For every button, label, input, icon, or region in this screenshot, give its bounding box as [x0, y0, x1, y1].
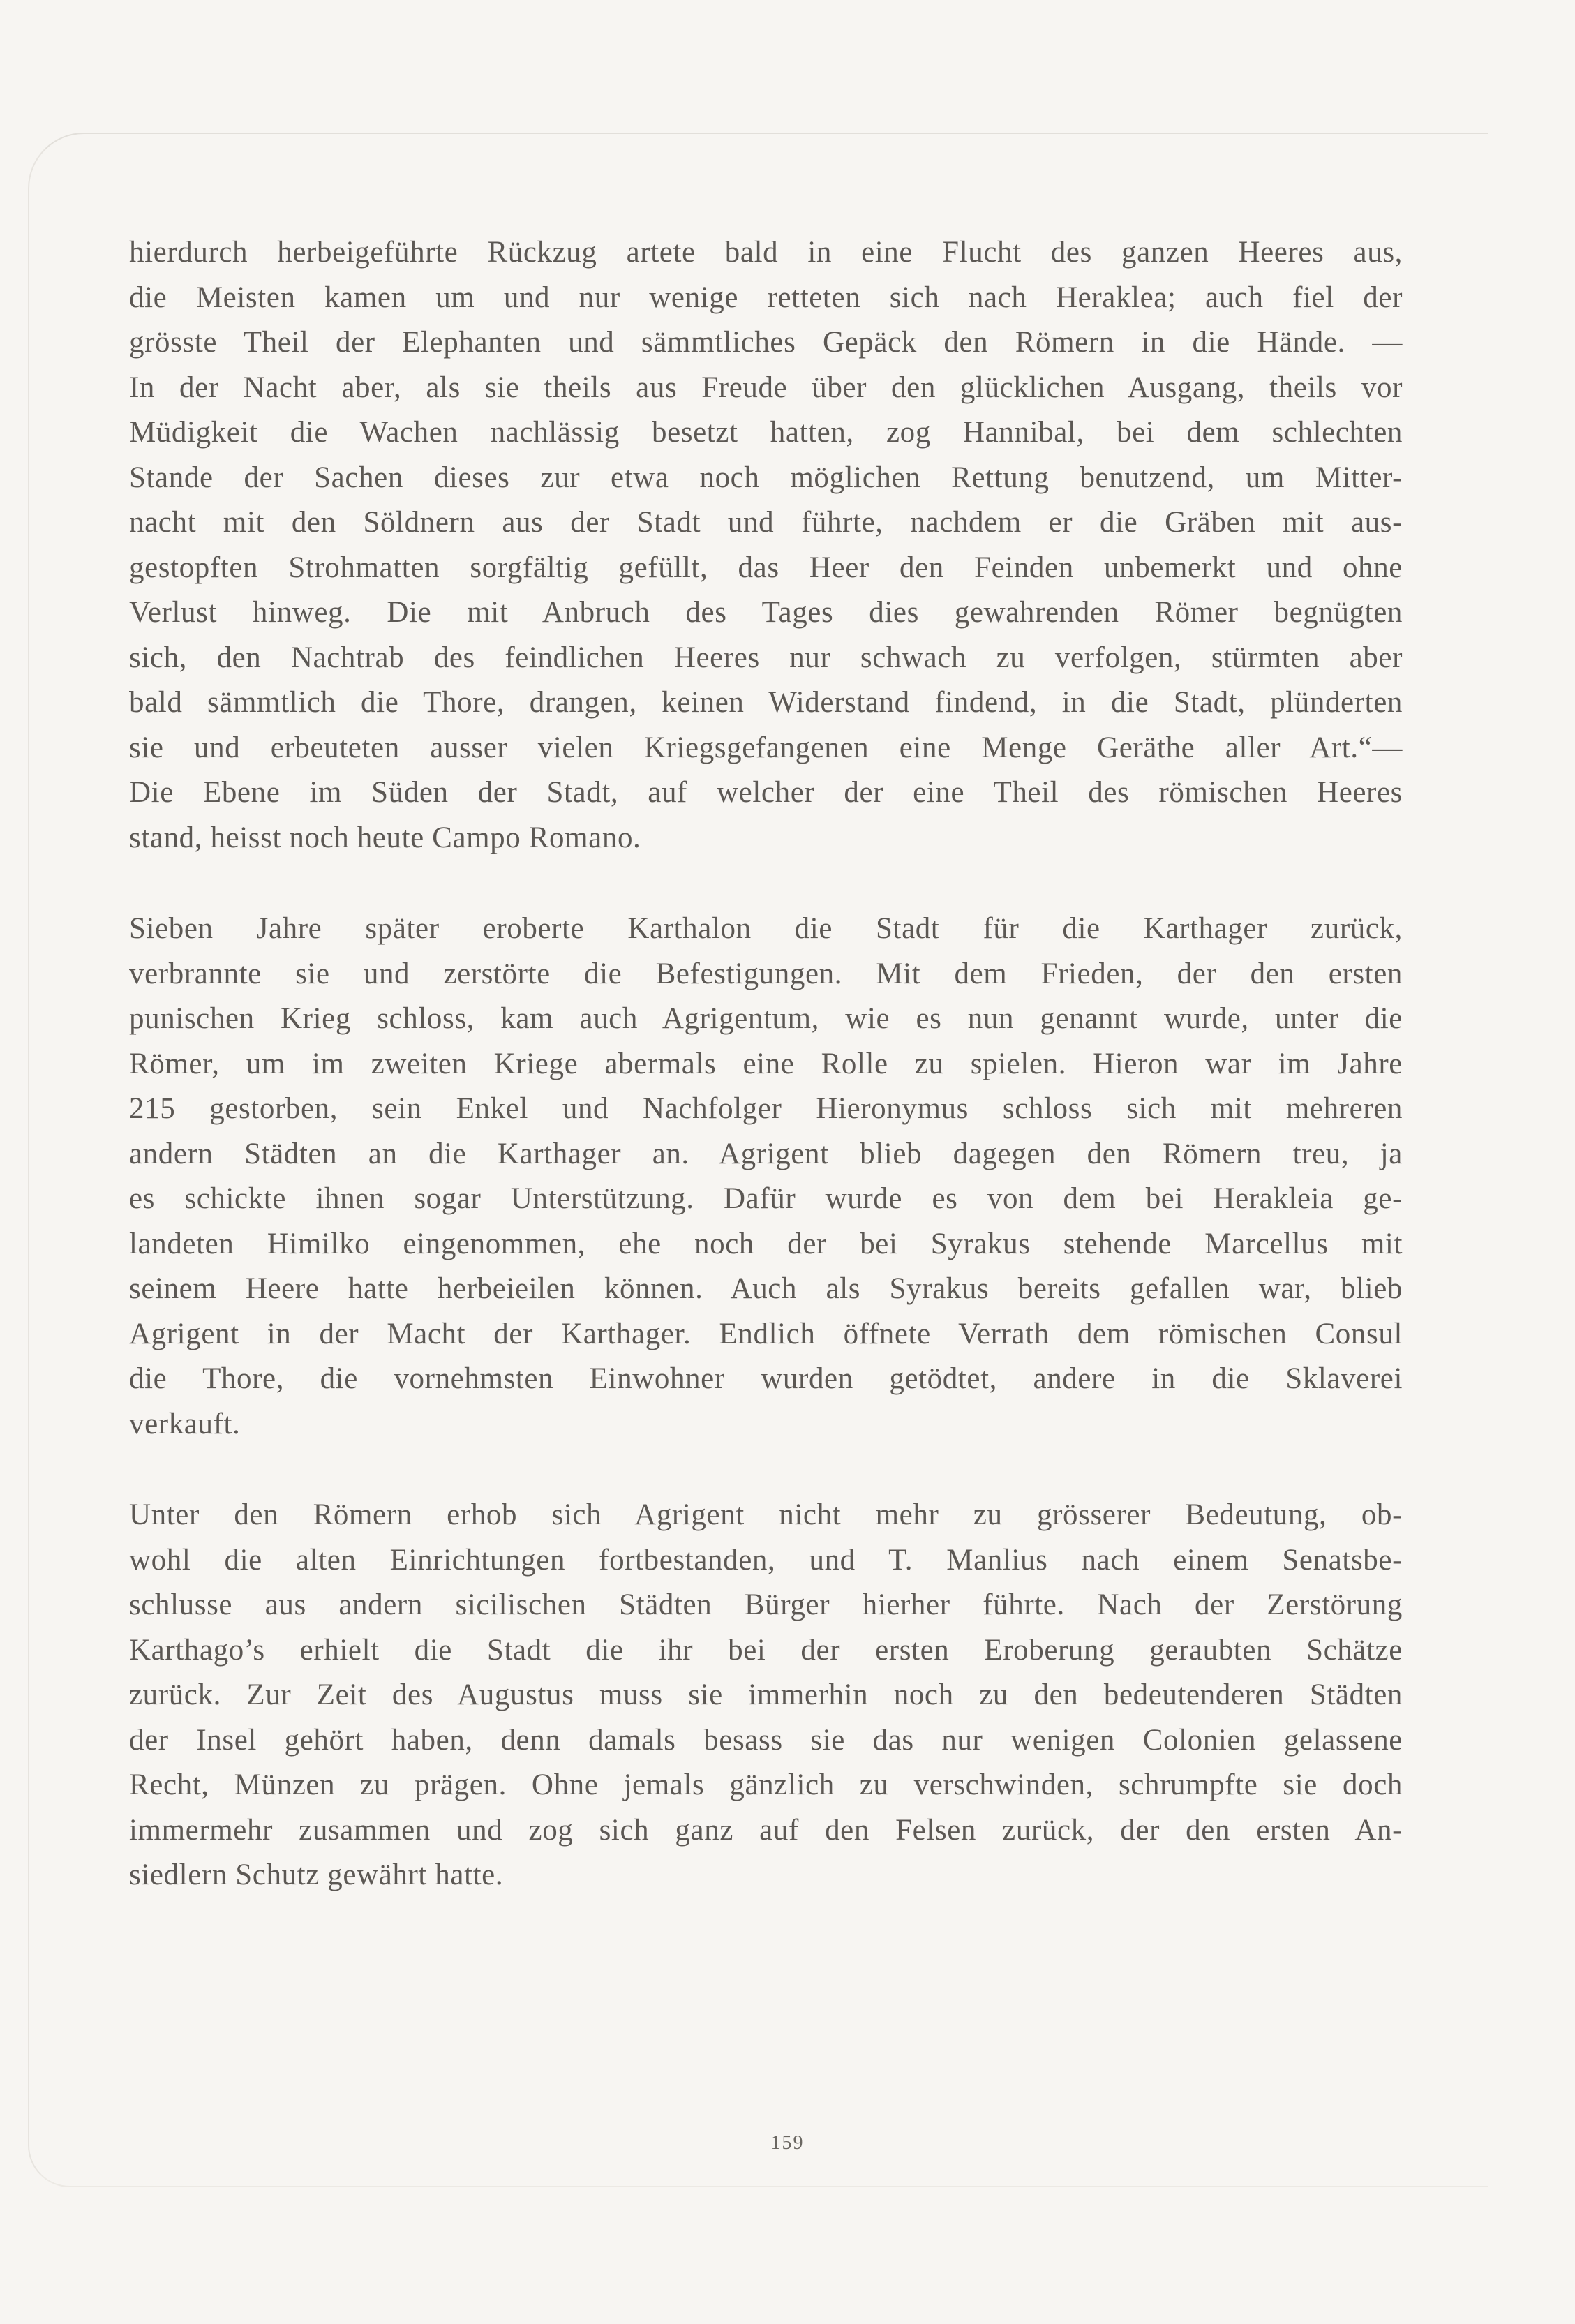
text-line: Römer, um im zweiten Kriege abermals eine Rolle zu spielen. Hieron war im Jahre	[129, 1047, 1403, 1080]
text-line: es schickte ihnen sogar Unterstützung. Dafür wurde es von dem bei Herakleia ge-	[129, 1182, 1403, 1215]
text-line: Karthago’s erhielt die Stadt die ihr bei der ersten Eroberung geraubten Schätze	[129, 1633, 1403, 1667]
paragraph-1	[129, 230, 1403, 861]
text-line: Unter den Römern erhob sich Agrigent nicht mehr zu grösserer Bedeutung, ob-	[129, 1498, 1403, 1531]
text-line: Verlust hinweg. Die mit Anbruch des Tages dies gewahrenden Römer begnügten	[129, 596, 1403, 629]
text-line: verkauft.	[129, 1407, 241, 1440]
text-line: sich, den Nachtrab des feindlichen Heeres nur schwach zu verfolgen, stürmten aber	[129, 641, 1403, 674]
text-line: Die Ebene im Süden der Stadt, auf welcher der eine Theil des römischen Heeres	[129, 776, 1403, 809]
text-line: nacht mit den Söldnern aus der Stadt und führte, nachdem er die Gräben mit aus-	[129, 506, 1403, 539]
text-line: sie und erbeuteten ausser vielen Kriegsgefangenen eine Menge Geräthe aller Art.“—	[129, 731, 1403, 764]
text-line: Stande der Sachen dieses zur etwa noch möglichen Rettung benutzend, um Mitter-	[129, 461, 1403, 494]
text-line: grösste Theil der Elephanten und sämmtliches Gepäck den Römern in die Hände. —	[129, 326, 1403, 359]
text-line: die Meisten kamen um und nur wenige retteten sich nach Heraklea; auch fiel der	[129, 281, 1403, 314]
text-line: In der Nacht aber, als sie theils aus Freude über den glücklichen Ausgang, theils vor	[129, 371, 1403, 404]
text-line: Agrigent in der Macht der Karthager. Endlich öffnete Verrath dem römischen Consul	[129, 1317, 1403, 1350]
text-line: zurück. Zur Zeit des Augustus muss sie immerhin noch zu den bedeutenderen Städten	[129, 1678, 1403, 1711]
page-number: 159	[770, 2132, 805, 2154]
paragraph-3	[129, 1493, 1403, 1898]
text-line: Recht, Münzen zu prägen. Ohne jemals gänzlich zu verschwinden, schrumpfte sie doch	[129, 1768, 1403, 1801]
text-line: der Insel gehört haben, denn damals besass sie das nur wenigen Colonien gelassene	[129, 1723, 1403, 1757]
body-text	[129, 230, 1403, 1898]
text-line: die Thore, die vornehmsten Einwohner wurden getödtet, andere in die Sklaverei	[129, 1362, 1403, 1395]
text-line: gestopften Strohmatten sorgfältig gefüllt, das Heer den Feinden unbemerkt und ohne	[129, 551, 1403, 584]
text-line: 215 gestorben, sein Enkel und Nachfolger Hieronymus schloss sich mit mehreren	[129, 1092, 1403, 1125]
text-line: siedlern Schutz gewährt hatte.	[129, 1859, 504, 1891]
text-line: verbrannte sie und zerstörte die Befestigungen. Mit dem Frieden, der den ersten	[129, 957, 1403, 990]
text-line: Sieben Jahre später eroberte Karthalon die Stadt für die Karthager zurück,	[129, 912, 1403, 945]
text-line: hierdurch herbeigeführte Rückzug artete bald in eine Flucht des ganzen Heeres aus,	[129, 236, 1403, 269]
paragraph-2	[129, 907, 1403, 1447]
text-line: bald sämmtlich die Thore, drangen, keinen Widerstand findend, in die Stadt, plünderten	[129, 686, 1403, 719]
text-line: andern Städten an die Karthager an. Agrigent blieb dagegen den Römern treu, ja	[129, 1137, 1403, 1170]
text-line: punischen Krieg schloss, kam auch Agrigentum, wie es nun genannt wurde, unter die	[129, 1002, 1403, 1035]
text-line: seinem Heere hatte herbeieilen können. Auch als Syrakus bereits gefallen war, blieb	[129, 1272, 1403, 1305]
text-line: wohl die alten Einrichtungen fortbestanden, und T. Manlius nach einem Senatsbe-	[129, 1543, 1403, 1577]
text-line: immermehr zusammen und zog sich ganz auf den Felsen zurück, der den ersten An-	[129, 1813, 1403, 1847]
text-line: landeten Himilko eingenommen, ehe noch der bei Syrakus stehende Marcellus mit	[129, 1227, 1403, 1260]
text-line: Müdigkeit die Wachen nachlässig besetzt hatten, zog Hannibal, bei dem schlechten	[129, 416, 1403, 449]
text-line: schlusse aus andern sicilischen Städten Bürger hierher führte. Nach der Zerstörung	[129, 1588, 1403, 1621]
text-line: stand, heisst noch heute Campo Romano.	[129, 821, 641, 854]
